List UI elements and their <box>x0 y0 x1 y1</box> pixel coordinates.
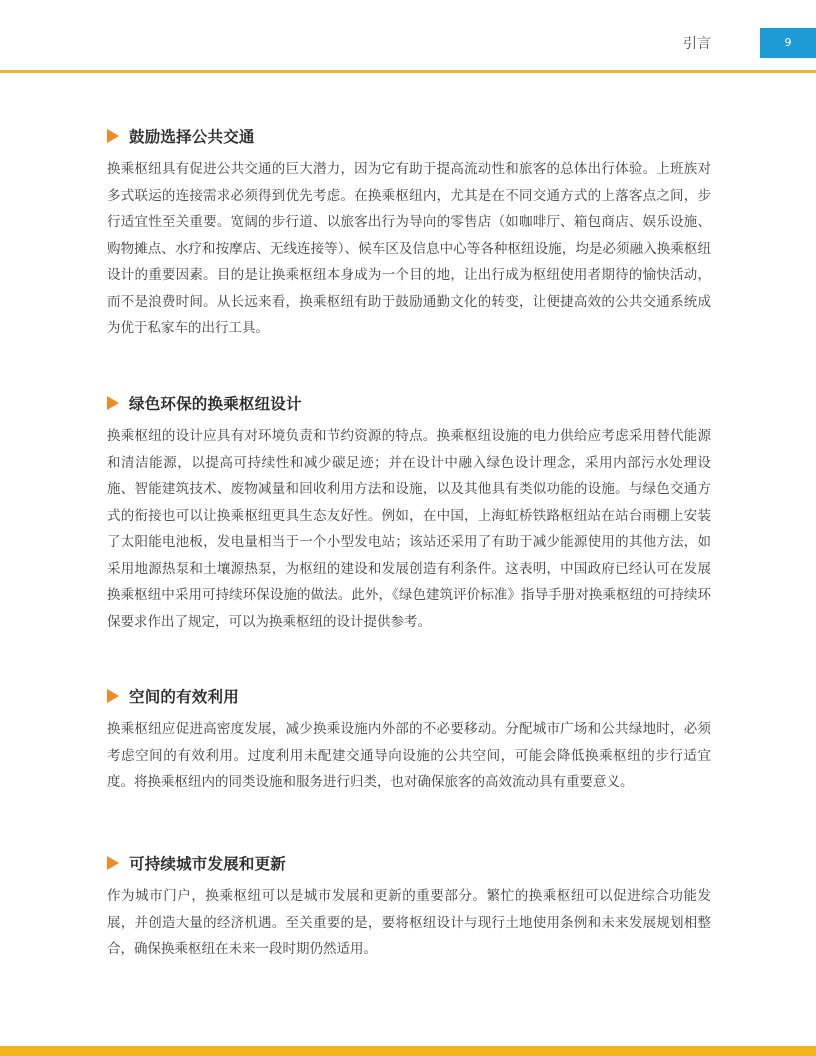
section-body: 换乘枢纽具有促进公共交通的巨大潜力，因为它有助于提高流动性和旅客的总体出行体验。上班族对多式联运的连接需求必须得到优先考虑。在换乘枢纽内，尤其是在不同交通方式的上落客点之间，步行适宜性至关重要。宽阔的步行道、以旅客出行为导向的零售店（如咖啡厅、箱包商店、娱乐设施、购物摊点、水疗和按摩店、无线连接等）、候车区及信息中心等各种枢纽设施，均是必须融入换乘枢纽设计的重要因素。目的是让换乘枢纽本身成为一个目的地，让出行成为枢纽使用者期待的愉快活动，而不是浪费时间。从长远来看，换乘枢纽有助于鼓励通勤文化的转变，让便捷高效的公共交通系统成为优于私家车的出行工具。 <box>107 161 711 336</box>
footer-bar <box>0 1046 816 1056</box>
section-heading <box>107 124 711 148</box>
section-green-design <box>107 391 711 635</box>
section-title: 鼓励选择公共交通 <box>129 128 255 146</box>
section-title: 空间的有效利用 <box>129 688 239 706</box>
section-heading <box>107 391 711 415</box>
section-title: 绿色环保的换乘枢纽设计 <box>129 395 302 413</box>
header-rule <box>0 70 816 73</box>
triangle-right-icon <box>107 689 119 703</box>
section-title: 可持续城市发展和更新 <box>129 855 287 873</box>
section-heading <box>107 851 711 875</box>
triangle-right-icon <box>107 129 119 143</box>
section-public-transport <box>107 124 711 342</box>
triangle-right-icon <box>107 396 119 410</box>
section-space-use <box>107 684 711 796</box>
section-body: 作为城市门户，换乘枢纽可以是城市发展和更新的重要部分。繁忙的换乘枢纽可以促进综合功能发展，并创造大量的经济机遇。至关重要的是，要将枢纽设计与现行土地使用条例和未来发展规划相整合，确保换乘枢纽在未来一段时期仍然适用。 <box>107 888 711 957</box>
section-urban-renewal <box>107 851 711 963</box>
page-number-badge: 9 <box>760 28 816 58</box>
section-heading <box>107 684 711 708</box>
section-body: 换乘枢纽的设计应具有对环境负责和节约资源的特点。换乘枢纽设施的电力供给应考虑采用替代能源和清洁能源，以提高可持续性和减少碳足迹；并在设计中融入绿色设计理念，采用内部污水处理设施、智能建筑技术、废物减量和回收利用方法和设施，以及其他具有类似功能的设施。与绿色交通方式的衔接也可以让换乘枢纽更具生态友好性。例如，在中国，上海虹桥铁路枢纽站在站台雨棚上安装了太阳能电池板，发电量相当于一个小型发电站；该站还采用了有助于减少能源使用的其他方法，如采用地源热泵和土壤源热泵，为枢纽的建设和发展创造有利条件。这表明，中国政府已经认可在发展换乘枢纽中采用可持续环保设施的做法。此外，《绿色建筑评价标准》指导手册对换乘枢纽的可持续环保要求作出了规定，可以为换乘枢纽的设计提供参考。 <box>107 428 711 630</box>
running-header-label: 引言 <box>683 36 711 52</box>
triangle-right-icon <box>107 856 119 870</box>
section-body: 换乘枢纽应促进高密度发展，减少换乘设施内外部的不必要移动。分配城市广场和公共绿地时，必须考虑空间的有效利用。过度利用未配建交通导向设施的公共空间，可能会降低换乘枢纽的步行适宜度。将换乘枢纽内的同类设施和服务进行归类，也对确保旅客的高效流动具有重要意义。 <box>107 721 711 790</box>
